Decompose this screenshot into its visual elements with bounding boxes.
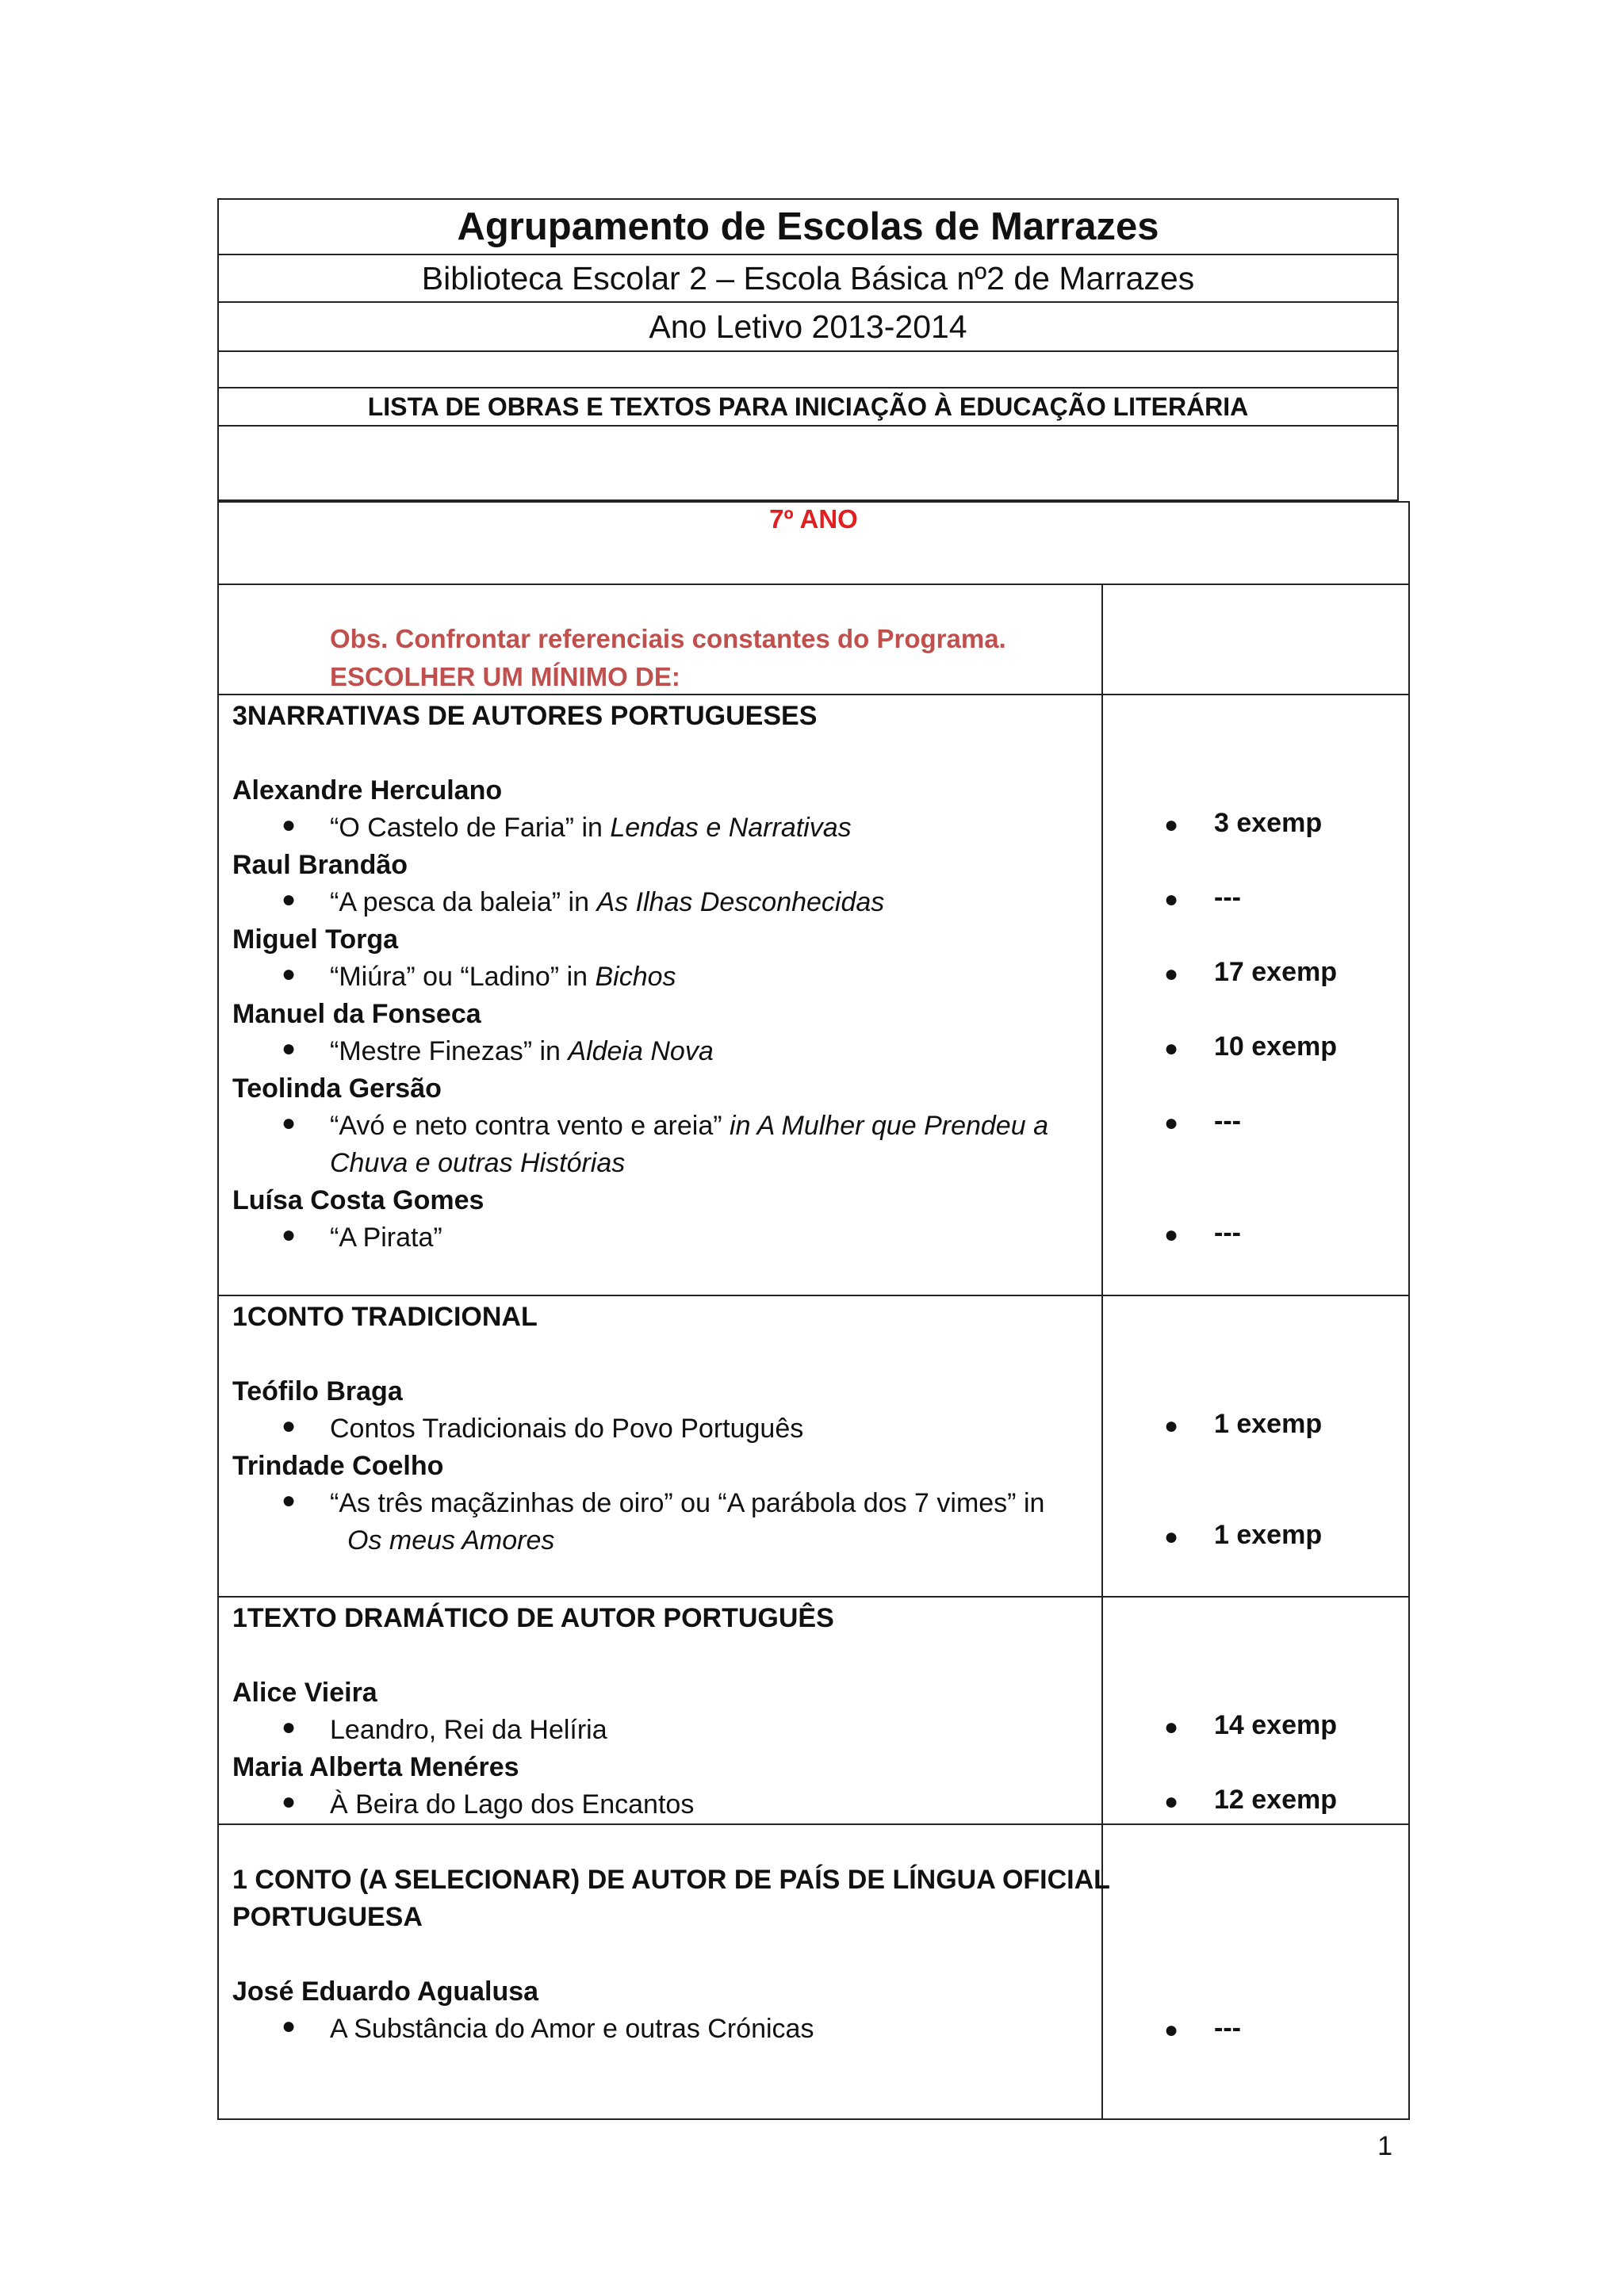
bullet-icon: ● (282, 886, 297, 913)
grade-label: 7º ANO (769, 504, 858, 534)
bullet-icon: ● (1164, 1789, 1179, 1815)
bullet-icon: ● (1164, 886, 1179, 913)
bullet-icon: ● (282, 2013, 297, 2039)
list-title-row (217, 388, 1399, 427)
copies-count: 10 exemp (1214, 1031, 1337, 1062)
author: Alexandre Herculano (232, 775, 503, 806)
copies-count: --- (1214, 1106, 1241, 1136)
library-row (217, 255, 1399, 303)
section-title-continued: PORTUGUESA (232, 1902, 423, 1932)
work-title: “As três maçãzinhas de oiro” ou “A parábola dos 7 vimes” in (330, 1488, 1045, 1518)
bullet-icon: ● (282, 1110, 297, 1136)
section-title: 1TEXTO DRAMÁTICO DE AUTOR PORTUGUÊS (232, 1603, 834, 1633)
bullet-icon: ● (282, 1789, 297, 1815)
obs-line-1: Obs. Confrontar referenciais constantes do Programa. (330, 624, 1006, 653)
bullet-icon: ● (1164, 1110, 1179, 1136)
empty-row (217, 352, 1399, 388)
copies-count: 1 exemp (1214, 1520, 1323, 1550)
empty-row-2 (217, 427, 1399, 501)
work-title: Contos Tradicionais do Povo Português (330, 1414, 804, 1444)
copies-count: --- (1214, 1218, 1241, 1248)
bullet-icon: ● (1164, 1035, 1179, 1062)
author: Teófilo Braga (232, 1376, 403, 1406)
copies-count: 3 exemp (1214, 808, 1323, 838)
obs-line-2: ESCOLHER UM MÍNIMO DE: (330, 662, 680, 691)
school-year: Ano Letivo 2013-2014 (649, 308, 967, 345)
page-number: 1 (1377, 2131, 1392, 2161)
bullet-icon: ● (1164, 1714, 1179, 1740)
section-title: 1CONTO TRADICIONAL (232, 1302, 538, 1332)
work-title: À Beira do Lago dos Encantos (330, 1789, 695, 1820)
bullet-icon: ● (1164, 2017, 1179, 2043)
bullet-icon: ● (282, 1487, 297, 1513)
work-title: “O Castelo de Faria” in Lendas e Narrativas (330, 813, 852, 843)
bullet-icon: ● (282, 1222, 297, 1248)
work-title: “A pesca da baleia” in As Ilhas Desconhecidas (330, 887, 885, 917)
author: Alice Vieira (232, 1678, 377, 1708)
bullet-icon: ● (282, 1413, 297, 1439)
bullet-icon: ● (1164, 1524, 1179, 1550)
copies-count: 14 exemp (1214, 1710, 1337, 1740)
author: Trindade Coelho (232, 1451, 444, 1481)
divider (217, 584, 1410, 585)
bullet-icon: ● (1164, 961, 1179, 987)
work-title: “Miúra” ou “Ladino” in Bichos (330, 962, 676, 992)
section-title: 1 CONTO (A SELECIONAR) DE AUTOR DE PAÍS DE LÍNGUA OFICIAL (232, 1865, 1110, 1895)
work-title: “A Pirata” (330, 1223, 442, 1253)
school-title: Agrupamento de Escolas de Marrazes (457, 205, 1159, 248)
work-title-continued: Chuva e outras Histórias (330, 1148, 626, 1178)
library-name: Biblioteca Escolar 2 – Escola Básica nº2 de Marrazes (421, 259, 1195, 297)
author: Raul Brandão (232, 850, 408, 880)
author: Maria Alberta Menéres (232, 1752, 519, 1782)
author: José Eduardo Agualusa (232, 1976, 539, 2007)
bullet-icon: ● (1164, 1222, 1179, 1248)
school-title-row (217, 198, 1399, 255)
bullet-icon: ● (282, 1035, 297, 1062)
work-title: A Substância do Amor e outras Crónicas (330, 2014, 814, 2044)
work-title: Leandro, Rei da Helíria (330, 1715, 607, 1745)
bullet-icon: ● (282, 1714, 297, 1740)
divider (217, 1823, 1410, 1825)
bullet-icon: ● (1164, 812, 1179, 838)
section-title: 3NARRATIVAS DE AUTORES PORTUGUESES (232, 701, 818, 731)
author: Teolinda Gersão (232, 1073, 442, 1104)
bullet-icon: ● (282, 812, 297, 838)
author: Manuel da Fonseca (232, 999, 481, 1029)
copies-count: 17 exemp (1214, 957, 1337, 987)
copies-count: 1 exemp (1214, 1409, 1323, 1439)
work-title: “Mestre Finezas” in Aldeia Nova (330, 1036, 714, 1066)
divider (217, 1596, 1410, 1598)
school-year-row (217, 303, 1399, 352)
divider (217, 1295, 1410, 1296)
obs-note (330, 620, 1006, 696)
author: Miguel Torga (232, 924, 399, 955)
author: Luísa Costa Gomes (232, 1185, 485, 1215)
copies-count: 12 exemp (1214, 1785, 1337, 1815)
copies-count: --- (1214, 882, 1241, 913)
bullet-icon: ● (1164, 1413, 1179, 1439)
work-title-continued: Os meus Amores (347, 1525, 555, 1556)
work-title: “Avó e neto contra vento e areia” in A Mulher que Prendeu a (330, 1111, 1048, 1141)
list-title: LISTA DE OBRAS E TEXTOS PARA INICIAÇÃO À EDUCAÇÃO LITERÁRIA (367, 392, 1249, 421)
bullet-icon: ● (282, 961, 297, 987)
copies-count: --- (1214, 2013, 1241, 2043)
